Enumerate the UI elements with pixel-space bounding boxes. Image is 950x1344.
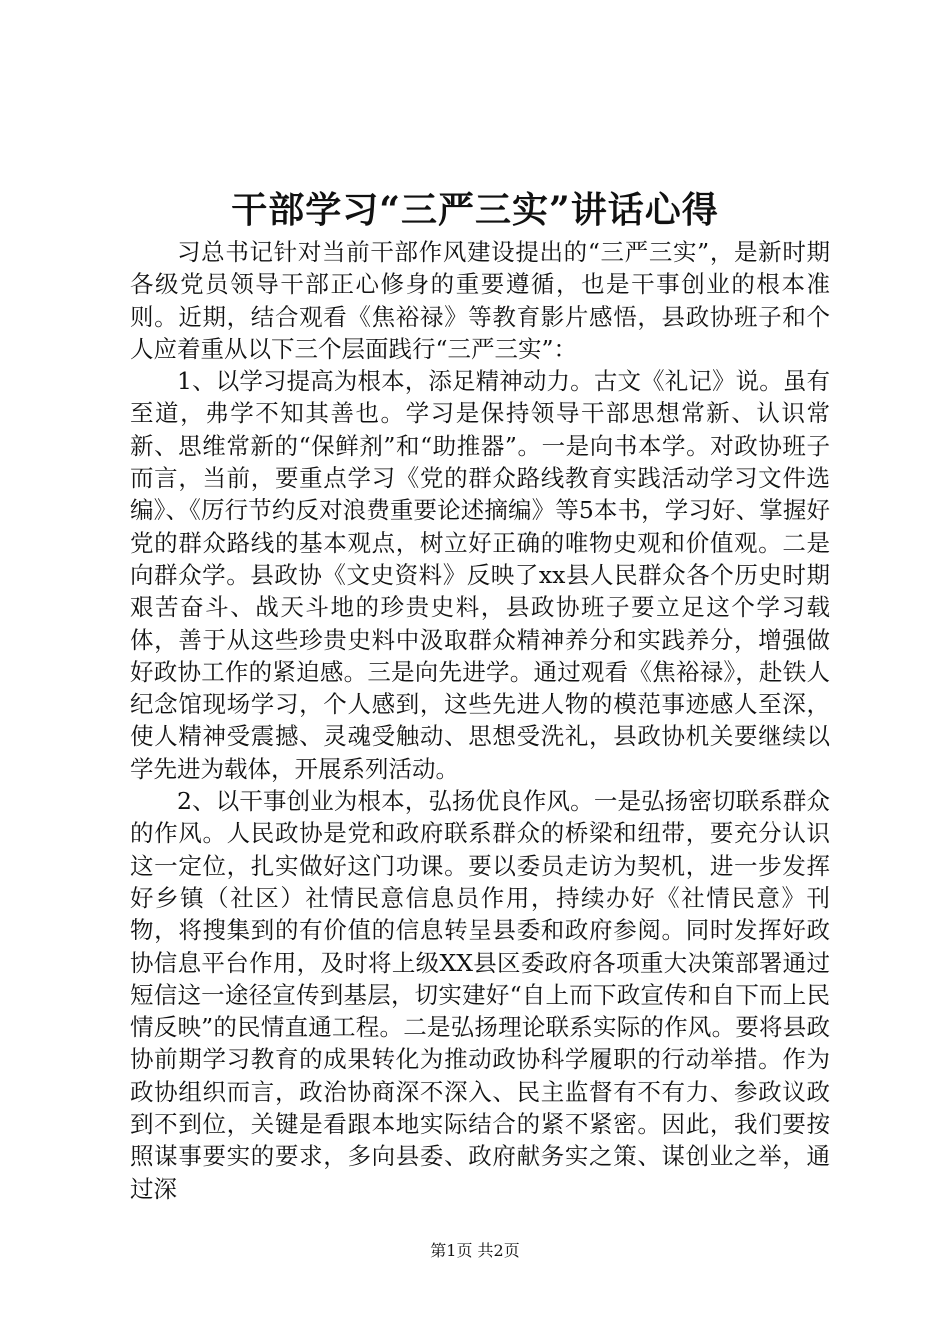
paragraph-study: 1、以学习提高为根本，添足精神动力。古文《礼记》说。虽有至道，弗学不知其善也。学习是保持领导干部思想常新、认识常新、思维常新的“保鲜剂”和“助推器”。一是向书本学。对政协班子而言，当前，要重点学习《党的群众路线教育实践活动学习文件选编》、《厉行节约反对浪费重要论述摘编》等5本书，学习好、掌握好党的群众路线的基本观点，树立好正确的唯物史观和价值观。二是向群众学。县政协《文史资料》反映了xx县人民群众各个历史时期艰苦奋斗、战天斗地的珍贵史料，县政协班子要立足这个学习载体，善于从这些珍贵史料中汲取群众精神养分和实践养分，增强做好政协工作的紧迫感。三是向先进学。通过观看《焦裕禄》，赴铁人纪念馆现场学习，个人感到，这些先进人物的模范事迹感人至深，使人精神受震撼、灵魂受触动、思想受洗礼，县政协机关要继续以学先进为载体，开展系列活动。 <box>130 367 830 783</box>
page-number-footer: 第1页 共2页 <box>430 1241 520 1260</box>
paragraph-work-style: 2、以干事创业为根本，弘扬优良作风。一是弘扬密切联系群众的作风。人民政协是党和政府联系群众的桥梁和纽带，要充分认识这一定位，扎实做好这门功课。要以委员走访为契机，进一步发挥好乡镇（社区）社情民意信息员作用，持续办好《社情民意》刊物，将搜集到的有价值的信息转呈县委和政府参阅。同时发挥好政协信息平台作用，及时将上级XX县区委政府各项重大决策部署通过短信这一途径宣传到基层，切实建好“自上而下政宣传和自下而上民情反映”的民情直通工程。二是弘扬理论联系实际的作风。要将县政协前期学习教育的成果转化为推动政协科学履职的行动举措。作为政协组织而言，政治协商深不深入、民主监督有不有力、参政议政到不到位，关键是看跟本地实际结合的紧不紧密。因此，我们要按照谋事要实的要求，多向县委、政府献务实之策、谋创业之举，通过深 <box>130 787 830 1203</box>
paragraph-intro: 习总书记针对当前干部作风建设提出的“三严三实”，是新时期各级党员领导干部正心修身的重要遵循，也是干事创业的根本准则。近期，结合观看《焦裕禄》等教育影片感悟，县政协班子和个人应着重从以下三个层面践行“三严三实”： <box>130 238 830 363</box>
document-title: 干部学习“三严三实”讲话心得 <box>231 189 719 231</box>
document-body <box>130 236 830 1205</box>
